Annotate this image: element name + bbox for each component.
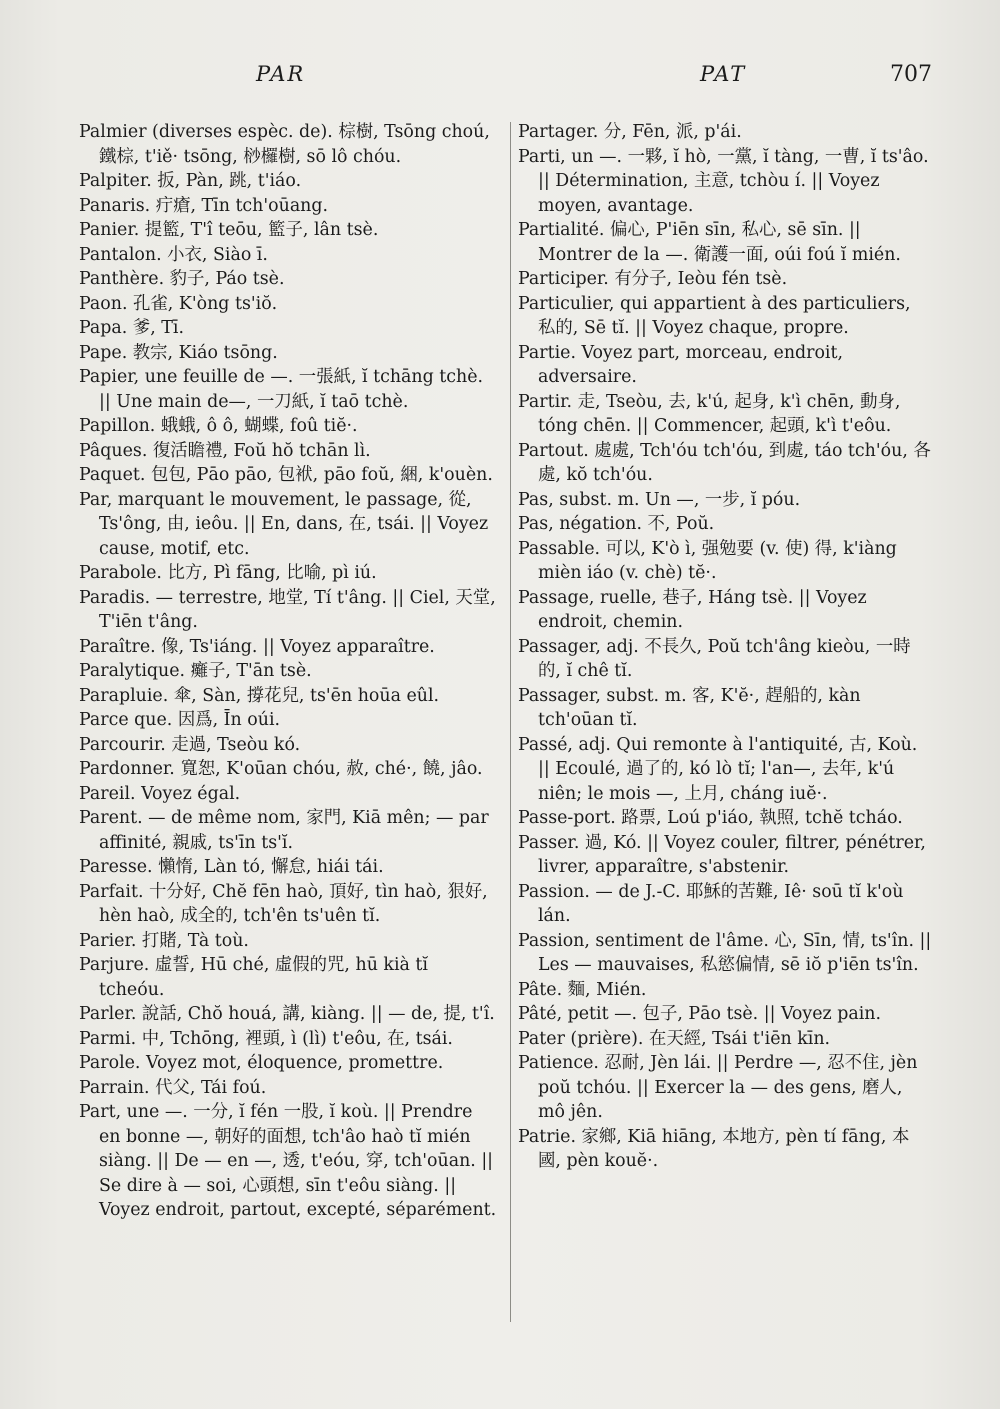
entry: Parcourir. 走過, Tseòu kó.	[79, 734, 301, 755]
entry: Palmier (diverses espèc. de). 棕樹, Tsōng choú, 鐵棕, t'iě· tsōng, 桫欏樹, sō lô chóu.	[79, 122, 490, 167]
entry: Paradis. — terrestre, 地堂, Tí t'âng. || Ciel, 天堂, T'iēn t'âng.	[79, 587, 496, 632]
entry: Pâté, petit —. 包子, Pāo tsè. || Voyez pain.	[518, 1004, 882, 1024]
entry: Panaris. 疔瘡, Tīn tch'oūang.	[79, 195, 329, 216]
entry: Partialité. 偏心, P'iēn sīn, 私心, sē sīn. || Montrer de la —. 衛護一面, oúi foú ĭ mién.	[518, 220, 901, 265]
entry: Parole. Voyez mot, éloquence, promettre.	[79, 1053, 444, 1073]
entry: Parfait. 十分好, Chĕ fēn haò, 頂好, tìn haò, 狠好, hèn haò, 成全的, tch'ên ts'uên tĭ.	[79, 881, 488, 926]
entry: Parrain. 代父, Tái foú.	[79, 1077, 267, 1098]
entry: Passion, sentiment de l'âme. 心, Sīn, 情, ts'în. || Les — mauvaises, 私慾偏情, sē iŏ p'iēn ts'în.	[518, 930, 932, 975]
entry: Parce que. 因爲, Īn oúi.	[79, 710, 281, 730]
entry: Palpiter. 扳, Pàn, 跳, t'iáo.	[79, 171, 302, 191]
entry: Passe-port. 路票, Loú p'iáo, 執照, tchĕ tcháo.	[518, 808, 903, 828]
entry: Pape. 教宗, Kiáo tsōng.	[79, 342, 278, 363]
entry: Pas, subst. m. Un —, 一步, ĭ póu.	[518, 489, 801, 510]
left-column	[79, 120, 497, 1223]
entry: Pareil. Voyez égal.	[79, 783, 241, 804]
right-column	[518, 120, 932, 1174]
entry: Panthère. 豹子, Páo tsè.	[79, 269, 285, 289]
entry: Passager, subst. m. 客, K'ĕ·, 趕船的, kàn tch'oūan tĭ.	[518, 685, 861, 730]
entry: Partir. 走, Tseòu, 去, k'ú, 起身, k'ì chēn, 動身, tóng chēn. || Commencer, 起頭, k'ì t'eôu.	[518, 391, 901, 436]
entry: Pâques. 復活瞻禮, Foŭ hŏ tchān lì.	[79, 440, 371, 461]
entry: Parmi. 中, Tchōng, 裡頭, ì (lì) t'eôu, 在, tsái.	[79, 1028, 453, 1049]
entry: Paralytique. 癱子, T'ān tsè.	[79, 661, 312, 681]
entry: Paraître. 像, Ts'iáng. || Voyez apparaître.	[79, 636, 435, 657]
entry: Parler. 說話, Chŏ houá, 講, kiàng. || — de, 提, t'î.	[79, 1004, 495, 1024]
entry: Participer. 有分子, Ieòu fén tsè.	[518, 269, 788, 289]
entry: Pâte. 麵, Mién.	[518, 979, 647, 1000]
entry: Pater (prière). 在天經, Tsái t'iēn kīn.	[518, 1028, 831, 1049]
entry: Particulier, qui appartient à des particuliers, 私的, Sē tĭ. || Voyez chaque, propre.	[518, 293, 911, 338]
entry: Patrie. 家鄉, Kiā hiāng, 本地方, pèn tí fāng, 本國, pèn kouĕ·.	[518, 1126, 910, 1171]
entry: Patience. 忍耐, Jèn lái. || Perdre —, 忍不住, jèn poŭ tchóu. || Exercer la — des gens, 磨人, mô jên.	[518, 1053, 918, 1122]
entry: Partie. Voyez part, morceau, endroit, adversaire.	[518, 342, 844, 387]
entry: Parjure. 虛誓, Hū ché, 虛假的咒, hū kià tĭ tcheóu.	[79, 955, 428, 1000]
entry: Passer. 過, Kó. || Voyez couler, filtrer, pénétrer, livrer, apparaître, s'abstenir.	[518, 832, 926, 877]
entry: Part, une —. 一分, ĭ fén 一股, ĭ koù. || Prendre en bonne —, 朝好的面想, tch'âo haò tĭ mién siàng. || De — en —, 透, t'eóu, 穿, tch'oūan. || Se dire à — soi, 心頭想, sīn t'eôu siàng. || Voyez endroit, partout, excepté, séparément.	[79, 1102, 497, 1220]
entry: Pardonner. 寬恕, K'oūan chóu, 赦, ché·, 饒, jâo.	[79, 759, 483, 779]
entry: Partout. 處處, Tch'óu tch'óu, 到處, táo tch'óu, 各處, kŏ tch'óu.	[518, 440, 931, 485]
entry: Passion. — de J.-C. 耶穌的苦難, Iê· soū tĭ k'où lán.	[518, 881, 904, 926]
entry: Parapluie. 傘, Sàn, 撐花兒, ts'ēn hoūa eûl.	[79, 685, 440, 706]
entry: Parabole. 比方, Pì fāng, 比喻, pì iú.	[79, 563, 377, 583]
entry: Panier. 提籃, T'î teōu, 籃子, lân tsè.	[79, 220, 379, 240]
entry: Passé, adj. Qui remonte à l'antiquité, 古, Koù. || Ecoulé, 過了的, kó lò tĭ; l'an—, 去年, k'ú niên; le mois —, 上月, cháng iuĕ·.	[518, 734, 918, 804]
entry: Papillon. 蛾蛾, ô ô, 蝴蝶, foû tiĕ·.	[79, 416, 358, 436]
entry: Passager, adj. 不長久, Poŭ tch'âng kieòu, 一時的, ĭ chê tĭ.	[518, 636, 911, 681]
header-right-guide-word: PAT	[700, 62, 747, 86]
entry: Paquet. 包包, Pāo pāo, 包袱, pāo foŭ, 綑, k'ouèn.	[79, 465, 493, 485]
page-number: 707	[890, 62, 932, 87]
entry: Passage, ruelle, 巷子, Háng tsè. || Voyez endroit, chemin.	[518, 587, 867, 632]
running-header	[0, 62, 1000, 96]
entry: Papier, une feuille de —. 一張紙, ĭ tchāng tchè. || Une main de—, 一刀紙, ĭ taō tchè.	[79, 367, 484, 412]
entry: Pas, négation. 不, Poŭ.	[518, 514, 715, 534]
column-divider	[510, 122, 511, 1322]
entry: Partager. 分, Fēn, 派, p'ái.	[518, 122, 742, 142]
entry: Parent. — de même nom, 家門, Kiā mên; — par affinité, 親戚, ts'īn ts'ĭ.	[79, 808, 489, 853]
entry: Paon. 孔雀, K'òng ts'iŏ.	[79, 293, 278, 314]
header-left-guide-word: PAR	[256, 62, 306, 86]
entry: Passable. 可以, K'ò ì, 强勉要 (v. 使) 得, k'iàng mièn iáo (v. chè) tĕ·.	[518, 538, 897, 583]
entry: Paresse. 懶惰, Làn tó, 懈怠, hiái tái.	[79, 857, 384, 877]
entry: Par, marquant le mouvement, le passage, 從, Ts'ông, 由, ieôu. || En, dans, 在, tsái. || Voyez cause, motif, etc.	[79, 489, 489, 559]
entry: Pantalon. 小衣, Siào ī.	[79, 244, 268, 265]
entry: Papa. 爹, Tī.	[79, 318, 184, 338]
entry: Parti, un —. 一夥, ĭ hò, 一黨, ĭ tàng, 一曹, ĭ ts'âo. || Détermination, 主意, tchòu í. || Voyez moyen, avantage.	[518, 146, 929, 216]
entry: Parier. 打賭, Tà toù.	[79, 930, 249, 951]
